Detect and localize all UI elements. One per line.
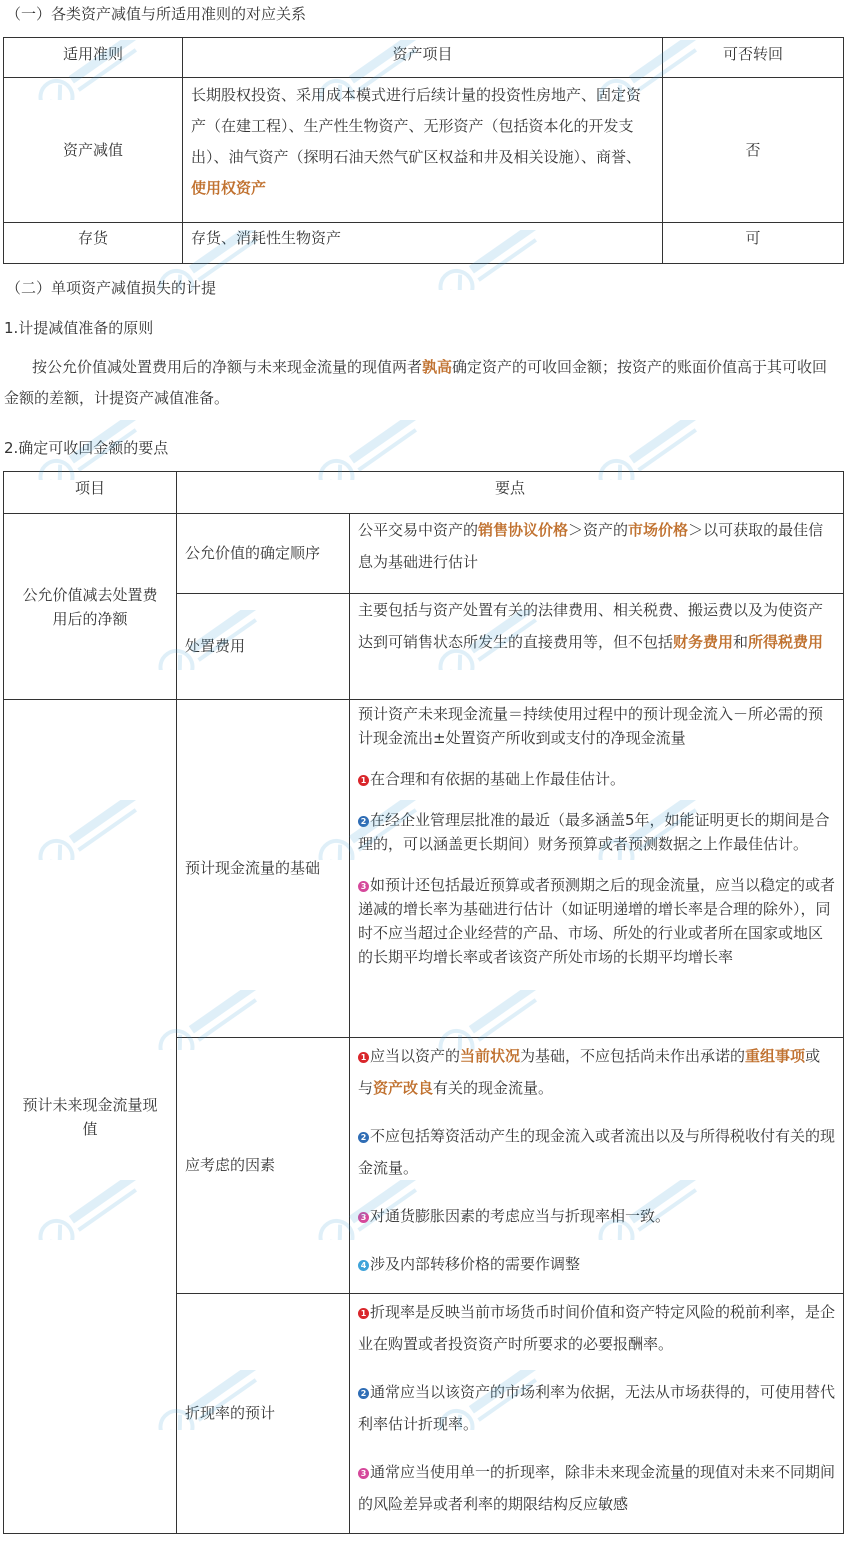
standard-cell: 资产减值 — [4, 78, 183, 223]
factor-2 — [358, 1120, 835, 1184]
basis-formula: 预计资产未来现金流量＝持续使用过程中的预计现金流入－所必需的预计现金流出±处置资产所收到或支付的净现金流量 — [358, 705, 824, 747]
basis-point-2-text: 在经企业管理层批准的最近（最多涵盖5年，如能证明更长的期间是合理的，可以涵盖更长期间）财务预算或者预测数据之上作最佳估计。 — [358, 811, 830, 853]
cost-content — [350, 594, 844, 700]
header-items: 资产项目 — [183, 38, 663, 78]
rate-point-3-text: 通常应当使用单一的折现率，除非未来现金流量的现值对未来不同期间的风险差异或者利率的期限结构反应敏感 — [358, 1463, 836, 1513]
basis-content — [350, 700, 844, 1038]
standards-table — [3, 37, 844, 264]
marker-4-icon: 4 — [358, 1260, 369, 1271]
marker-1-icon: 1 — [358, 1308, 369, 1319]
rate-point-1-text: 折现率是反映当前市场货币时间价值和资产特定风险的税前利率，是企业在购置或者投资资产时所要求的必要报酬率。 — [358, 1303, 836, 1353]
table-row — [4, 78, 844, 223]
factor-1-text-4: 有关的现金流量。 — [433, 1079, 554, 1097]
cost-label: 处置费用 — [177, 594, 350, 700]
basis-point-2 — [358, 808, 835, 856]
marker-2-icon: 2 — [358, 816, 369, 827]
principle-text-1: 按公允价值减处置费用后的净额与未来现金流量的现值两者 — [32, 358, 423, 376]
cost-text-1: 主要包括与资产处置有关的法律费用、相关税费、搬运费以及为使资产达到可销售状态所发生的直接费用等，但不包括 — [358, 601, 824, 651]
principle-highlight: 孰高 — [422, 358, 453, 376]
table-row — [4, 514, 844, 594]
order-text-1: 公平交易中资产的 — [358, 521, 479, 539]
factor-1-highlight-3: 资产改良 — [373, 1079, 434, 1097]
order-text-3: ＞以可获取的最佳信息为基础进行估计 — [358, 521, 824, 571]
cost-highlight-2: 所得税费用 — [748, 633, 824, 651]
marker-3-icon: 3 — [358, 1468, 369, 1479]
basis-point-3 — [358, 873, 835, 969]
table-row — [4, 700, 844, 1038]
factor-4 — [358, 1248, 835, 1280]
table-row — [4, 223, 844, 264]
rate-point-3 — [358, 1456, 835, 1520]
factors-content — [350, 1038, 844, 1294]
basis-label: 预计现金流量的基础 — [177, 700, 350, 1038]
items-cell — [183, 78, 663, 223]
marker-1-icon: 1 — [358, 1052, 369, 1063]
factor-1-text-3: 或与 — [358, 1047, 821, 1097]
marker-3-icon: 3 — [358, 1212, 369, 1223]
factor-2-text: 不应包括筹资活动产生的现金流入或者流出以及与所得税收付有关的现金流量。 — [358, 1127, 836, 1177]
subheading-principle: 1.计提减值准备的原则 — [4, 319, 154, 337]
factor-3-text: 对通货膨胀因素的考虑应当与折现率相一致。 — [370, 1207, 671, 1225]
factor-1-text-1: 应当以资产的 — [370, 1047, 461, 1065]
factor-3 — [358, 1200, 835, 1232]
order-label: 公允价值的确定顺序 — [177, 514, 350, 594]
reversible-cell: 否 — [663, 78, 844, 223]
rate-content — [350, 1294, 844, 1534]
reversible-cell: 可 — [663, 223, 844, 264]
table-header-row — [4, 472, 844, 514]
items-cell: 存货、消耗性生物资产 — [183, 223, 663, 264]
marker-2-icon: 2 — [358, 1388, 369, 1399]
factor-1-highlight-1: 当前状况 — [460, 1047, 521, 1065]
table-header-row — [4, 38, 844, 78]
items-highlight: 使用权资产 — [191, 179, 267, 197]
order-highlight-2: 市场价格 — [628, 521, 689, 539]
factor-1 — [358, 1040, 835, 1104]
factor-1-highlight-2: 重组事项 — [745, 1047, 806, 1065]
standard-cell: 存货 — [4, 223, 183, 264]
marker-1-icon: 1 — [358, 775, 369, 786]
marker-3-icon: 3 — [358, 881, 369, 892]
pv-label: 预计未来现金流量现值 — [4, 700, 177, 1534]
principle-paragraph — [4, 352, 838, 414]
order-text-2: ＞资产的 — [568, 521, 629, 539]
basis-point-1 — [358, 767, 835, 791]
cost-text-2: 和 — [733, 633, 749, 651]
header-reversible: 可否转回 — [663, 38, 844, 78]
items-text: 长期股权投资、采用成本模式进行后续计量的投资性房地产、固定资产（在建工程）、生产性生物资产、无形资产（包括资本化的开发支出）、油气资产（探明石油天然气矿区权益和井及相关设施）、商誉、 — [191, 86, 642, 166]
factor-1-text-2: 为基础，不应包括尚未作出承诺的 — [520, 1047, 746, 1065]
factor-4-text: 涉及内部转移价格的需要作调整 — [370, 1255, 581, 1273]
subheading-keypoints: 2.确定可收回金额的要点 — [4, 439, 169, 457]
header-keypoints: 要点 — [177, 472, 844, 514]
rate-point-2 — [358, 1376, 835, 1440]
basis-point-1-text: 在合理和有依据的基础上作最佳估计。 — [370, 770, 626, 788]
header-standard: 适用准则 — [4, 38, 183, 78]
marker-2-icon: 2 — [358, 1132, 369, 1143]
keypoints-table — [3, 471, 844, 1534]
factors-label: 应考虑的因素 — [177, 1038, 350, 1294]
rate-point-2-text: 通常应当以该资产的市场利率为依据，无法从市场获得的，可使用替代利率估计折现率。 — [358, 1383, 836, 1433]
section1-heading: （一）各类资产减值与所适用准则的对应关系 — [6, 5, 307, 23]
section2-heading: （二）单项资产减值损失的计提 — [6, 279, 217, 297]
cost-highlight-1: 财务费用 — [673, 633, 734, 651]
order-highlight-1: 销售协议价格 — [478, 521, 569, 539]
principle-text-2: 确定资产的可收回金额；按资产的账面价值高于其可收回金额的差额，计提资产减值准备。 — [4, 358, 828, 407]
basis-point-3-text: 如预计还包括最近预算或者预测期之后的现金流量，应当以稳定的或者递减的增长率为基础进行估计（如证明递增的增长率是合理的除外），同时不应当超过企业经营的产品、市场、所处的行业或者所在国家或地区的长期平均增长率或者该资产所处市场的长期平均增长率 — [358, 876, 836, 966]
rate-label: 折现率的预计 — [177, 1294, 350, 1534]
order-content — [350, 514, 844, 594]
rate-point-1 — [358, 1296, 835, 1360]
fair-value-label: 公允价值减去处置费用后的净额 — [4, 514, 177, 700]
header-item: 项目 — [4, 472, 177, 514]
